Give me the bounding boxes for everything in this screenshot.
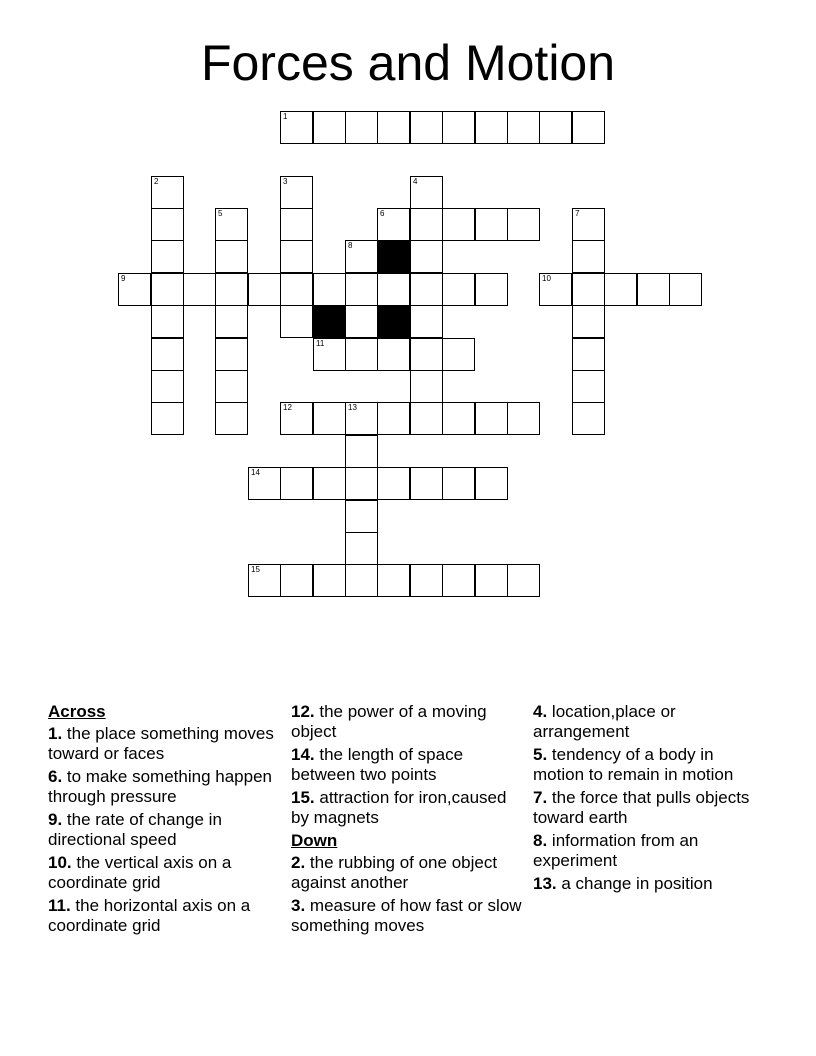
crossword-cell[interactable] xyxy=(280,111,313,144)
clue-item xyxy=(48,767,280,807)
clue-item xyxy=(533,831,763,871)
crossword-cell[interactable] xyxy=(442,208,475,241)
clue-item-number: 12. xyxy=(291,702,315,721)
clue-item-text: the rubbing of one object against another xyxy=(291,853,498,892)
crossword-cell[interactable] xyxy=(604,273,637,306)
crossword-cell[interactable] xyxy=(410,370,443,403)
clue-item-number: 2. xyxy=(291,853,306,872)
crossword-cell[interactable] xyxy=(280,402,313,435)
crossword-cell[interactable] xyxy=(280,467,313,500)
crossword-cell[interactable] xyxy=(572,111,605,144)
crossword-cell[interactable] xyxy=(410,111,443,144)
clue-item xyxy=(533,745,763,785)
crossword-cell[interactable] xyxy=(539,273,572,306)
clue-item-text: information from an experiment xyxy=(533,831,699,870)
crossword-cell[interactable] xyxy=(151,338,184,371)
black-cell xyxy=(313,305,346,338)
crossword-cell[interactable] xyxy=(410,402,443,435)
crossword-cell[interactable] xyxy=(377,273,410,306)
crossword-cell[interactable] xyxy=(475,111,508,144)
clue-item xyxy=(48,724,280,764)
crossword-cell[interactable] xyxy=(572,370,605,403)
crossword-cell[interactable] xyxy=(280,305,313,338)
clue-item-number: 3. xyxy=(291,896,306,915)
clue-item-number: 15. xyxy=(291,788,315,807)
crossword-cell[interactable] xyxy=(345,564,378,597)
crossword-cell[interactable] xyxy=(215,273,248,306)
clue-item-text: the horizontal axis on a coordinate grid xyxy=(48,896,251,935)
crossword-cell[interactable] xyxy=(215,402,248,435)
crossword-cell[interactable] xyxy=(507,111,540,144)
crossword-cell[interactable] xyxy=(280,240,313,273)
clue-item-text: the place something moves toward or faces xyxy=(48,724,274,763)
crossword-cell[interactable] xyxy=(151,370,184,403)
clue-number: 2 xyxy=(154,177,159,186)
clue-item-number: 7. xyxy=(533,788,548,807)
clue-item xyxy=(291,788,523,828)
crossword-cell[interactable] xyxy=(345,532,378,565)
crossword-cell[interactable] xyxy=(507,402,540,435)
clue-item-text: the length of space between two points xyxy=(291,745,464,784)
crossword-cell[interactable] xyxy=(442,402,475,435)
clue-number: 15 xyxy=(251,565,260,574)
black-cell xyxy=(377,305,410,338)
crossword-cell[interactable] xyxy=(377,208,410,241)
crossword-cell[interactable] xyxy=(215,208,248,241)
crossword-cell[interactable] xyxy=(313,273,346,306)
crossword-cell[interactable] xyxy=(410,176,443,209)
clue-number: 14 xyxy=(251,468,260,477)
crossword-cell[interactable] xyxy=(475,467,508,500)
crossword-cell[interactable] xyxy=(151,240,184,273)
clue-item-text: the vertical axis on a coordinate grid xyxy=(48,853,232,892)
clue-item xyxy=(533,874,763,894)
crossword-cell[interactable] xyxy=(442,338,475,371)
crossword-cell[interactable] xyxy=(345,111,378,144)
crossword-cell[interactable] xyxy=(248,273,281,306)
crossword-cell[interactable] xyxy=(475,564,508,597)
crossword-cell[interactable] xyxy=(410,564,443,597)
clue-item-number: 10. xyxy=(48,853,72,872)
crossword-cell[interactable] xyxy=(572,273,605,306)
crossword-cell[interactable] xyxy=(345,273,378,306)
crossword-cell[interactable] xyxy=(475,402,508,435)
crossword-cell[interactable] xyxy=(313,111,346,144)
crossword-cell[interactable] xyxy=(442,564,475,597)
crossword-cell[interactable] xyxy=(345,305,378,338)
crossword-cell[interactable] xyxy=(345,240,378,273)
crossword-cell[interactable] xyxy=(280,564,313,597)
clue-item-text: to make something happen through pressure xyxy=(48,767,272,806)
crossword-cell[interactable] xyxy=(345,467,378,500)
clue-item-text: location,place or arrangement xyxy=(533,702,676,741)
clue-number: 11 xyxy=(316,339,325,348)
clue-column-1 xyxy=(48,702,280,939)
clue-item-text: the force that pulls objects toward earth xyxy=(533,788,750,827)
crossword-cell[interactable] xyxy=(442,273,475,306)
crossword-cell[interactable] xyxy=(475,273,508,306)
crossword-cell[interactable] xyxy=(669,273,702,306)
crossword-cell[interactable] xyxy=(410,240,443,273)
clue-item-number: 11. xyxy=(48,896,71,915)
clue-item-text: measure of how fast or slow something moves xyxy=(291,896,522,935)
clue-item xyxy=(533,788,763,828)
crossword-cell[interactable] xyxy=(377,564,410,597)
crossword-cell[interactable] xyxy=(215,240,248,273)
clue-item xyxy=(291,702,523,742)
clue-item-number: 6. xyxy=(48,767,63,786)
clue-column-2 xyxy=(291,702,523,939)
crossword-cell[interactable] xyxy=(410,467,443,500)
crossword-cell[interactable] xyxy=(572,402,605,435)
crossword-cell[interactable] xyxy=(572,305,605,338)
crossword-cell[interactable] xyxy=(345,338,378,371)
crossword-cell[interactable] xyxy=(377,111,410,144)
crossword-cell[interactable] xyxy=(572,338,605,371)
clue-item-number: 9. xyxy=(48,810,63,829)
crossword-cell[interactable] xyxy=(215,305,248,338)
crossword-cell[interactable] xyxy=(215,370,248,403)
crossword-cell[interactable] xyxy=(410,273,443,306)
clue-item xyxy=(48,810,280,850)
clue-number: 13 xyxy=(348,403,357,412)
crossword-cell[interactable] xyxy=(377,338,410,371)
crossword-cell[interactable] xyxy=(313,467,346,500)
clue-item-number: 1. xyxy=(48,724,63,743)
clue-number: 8 xyxy=(348,241,353,250)
clue-item-number: 4. xyxy=(533,702,548,721)
crossword-cell[interactable] xyxy=(183,273,216,306)
crossword-cell[interactable] xyxy=(377,402,410,435)
crossword-cell[interactable] xyxy=(280,273,313,306)
black-cell xyxy=(377,240,410,273)
crossword-cell[interactable] xyxy=(248,467,281,500)
clue-number: 3 xyxy=(283,177,288,186)
clue-item-text: tendency of a body in motion to remain in motion xyxy=(533,745,734,784)
clue-item xyxy=(291,853,523,893)
clue-item-text: a change in position xyxy=(556,874,713,893)
clue-number: 6 xyxy=(380,209,385,218)
clue-item-number: 5. xyxy=(533,745,548,764)
crossword-cell[interactable] xyxy=(637,273,670,306)
crossword-cell[interactable] xyxy=(410,338,443,371)
clue-item-number: 8. xyxy=(533,831,548,850)
crossword-cell[interactable] xyxy=(215,338,248,371)
crossword-cell[interactable] xyxy=(313,564,346,597)
clue-item-text: attraction for iron,caused by magnets xyxy=(291,788,507,827)
clue-number: 5 xyxy=(218,209,223,218)
crossword-cell[interactable] xyxy=(345,435,378,468)
clue-number: 1 xyxy=(283,112,288,121)
clue-number: 10 xyxy=(542,274,551,283)
crossword-cell[interactable] xyxy=(442,111,475,144)
crossword-cell[interactable] xyxy=(507,564,540,597)
clue-number: 4 xyxy=(413,177,418,186)
crossword-cell[interactable] xyxy=(442,467,475,500)
crossword-cell[interactable] xyxy=(151,208,184,241)
crossword-cell[interactable] xyxy=(151,273,184,306)
crossword-cell[interactable] xyxy=(345,500,378,533)
crossword-cell[interactable] xyxy=(151,402,184,435)
clue-item-number: 14. xyxy=(291,745,315,764)
crossword-cell[interactable] xyxy=(507,208,540,241)
clue-item-number: 13. xyxy=(533,874,557,893)
crossword-cell[interactable] xyxy=(572,208,605,241)
crossword-cell[interactable] xyxy=(475,208,508,241)
clue-item xyxy=(48,853,280,893)
crossword-cell[interactable] xyxy=(377,467,410,500)
clue-column-3 xyxy=(533,702,763,897)
crossword-cell[interactable] xyxy=(248,564,281,597)
crossword-cell[interactable] xyxy=(280,208,313,241)
crossword-cell[interactable] xyxy=(410,305,443,338)
crossword-cell[interactable] xyxy=(118,273,151,306)
crossword-cell[interactable] xyxy=(313,338,346,371)
clue-item xyxy=(533,702,763,742)
clue-number: 12 xyxy=(283,403,292,412)
crossword-cell[interactable] xyxy=(151,176,184,209)
clue-item-text: the power of a moving object xyxy=(291,702,487,741)
clue-item xyxy=(291,745,523,785)
crossword-cell[interactable] xyxy=(539,111,572,144)
clue-item-text: the rate of change in directional speed xyxy=(48,810,222,849)
clue-number: 9 xyxy=(121,274,126,283)
across-header: Across xyxy=(48,702,106,721)
page-title: Forces and Motion xyxy=(200,35,616,91)
clue-item xyxy=(291,896,523,936)
clue-item xyxy=(48,896,280,936)
clue-number: 7 xyxy=(575,209,580,218)
crossword-cell[interactable] xyxy=(410,208,443,241)
crossword-cell[interactable] xyxy=(280,176,313,209)
crossword-cell[interactable] xyxy=(313,402,346,435)
crossword-cell[interactable] xyxy=(151,305,184,338)
crossword-cell[interactable] xyxy=(345,402,378,435)
crossword-cell[interactable] xyxy=(572,240,605,273)
down-header: Down xyxy=(291,831,338,850)
